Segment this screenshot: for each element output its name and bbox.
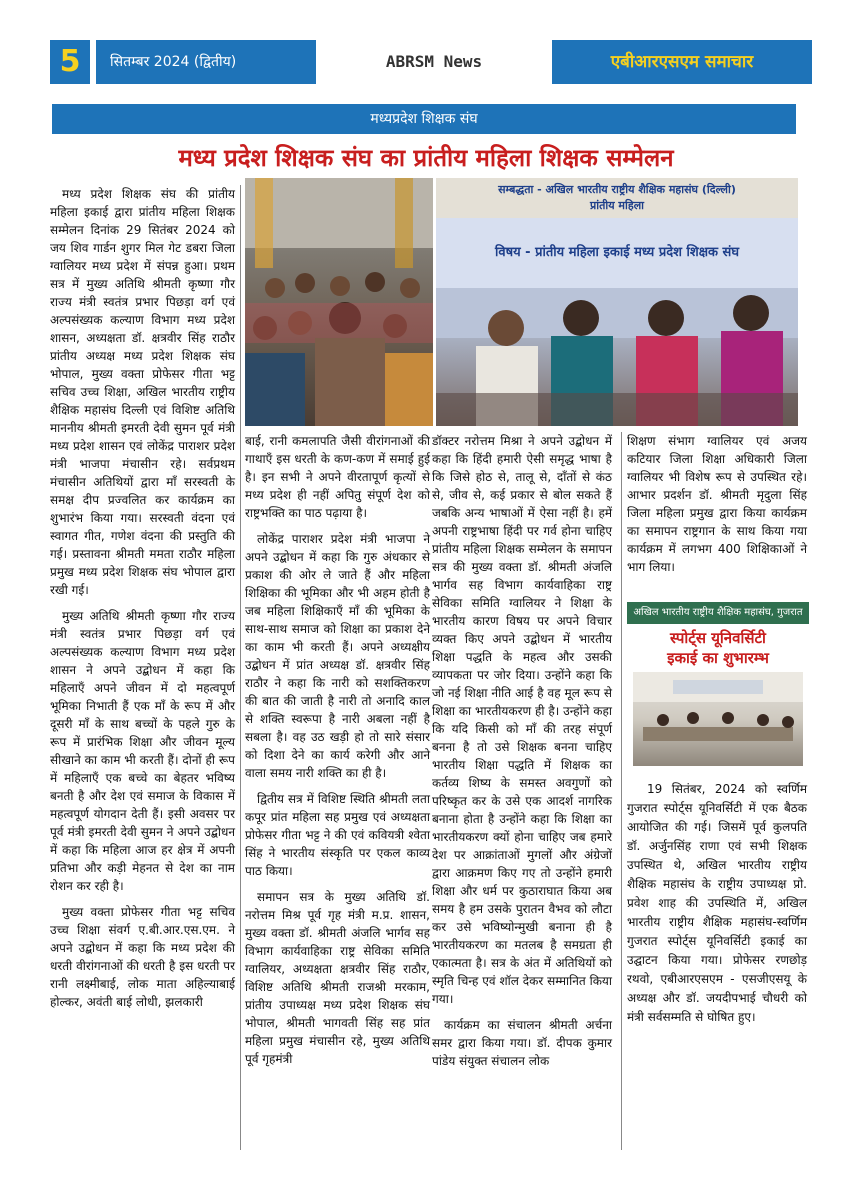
sidebar-organization: अखिल भारतीय राष्ट्रीय शैक्षिक महासंघ, गुजरात xyxy=(627,602,809,624)
paragraph: द्वितीय सत्र में विशिष्ट स्थिति श्रीमती लता कपूर प्रांत महिला सह प्रमुख एवं अध्यक्षता प्रोफेसर गीता भट्ट ने की एवं कवियत्री श्वेता सिंह ने भारतीय संस्कृति पर एकल काव्य पाठ किया। xyxy=(245,792,430,878)
sidebar-title-line2: इकाई का शुभारम्भ xyxy=(667,649,769,667)
page-header xyxy=(40,40,812,84)
article-column-4 xyxy=(627,432,807,584)
article-column-3 xyxy=(432,432,612,1078)
stage-banner-line2: प्रांतीय महिला xyxy=(589,199,644,212)
article-column-1 xyxy=(50,185,235,1019)
sidebar-title-line1: स्पोर्ट्स यूनिवर्सिटी xyxy=(670,629,766,647)
audience-photo xyxy=(245,178,433,426)
paragraph: शिक्षण संभाग ग्वालियर एवं अजय कटियार जिला शिक्षा अधिकारी जिला ग्वालियर भी विशेष रूप से उपस्थित रहे। आभार प्रदर्शन डॉ. श्रीमती मृदुला सिंह जिला महिला प्रमुख द्वारा किया कार्यक्रम का समापन राष्ट्रगान के साथ किया गया कार्यक्रम में लगभग 400 शिक्षिकाओं ने भाग लिया। xyxy=(627,434,807,574)
paragraph: मध्य प्रदेश शिक्षक संघ की प्रांतीय महिला इकाई द्वारा प्रांतीय महिला शिक्षक सम्मेलन दिनांक 29 सितंबर 2024 को जय शिव गार्डन शुगर मिल गेट डबरा जिला ग्वालियर मध्य प्रदेश में संपन्न हुआ। प्रथम सत्र में मुख्य अतिथि श्रीमती कृष्णा गौर राज्य मंत्री स्वतंत्र प्रभार पिछड़ा वर्ग एवं अल्पसंख्यक कल्याण विभाग मध्य प्रदेश शासन, अध्यक्षता डॉ. क्षत्रवीर सिंह राठौर प्रांतीय अध्यक्ष मध्य प्रदेश शिक्षक संघ भोपाल, मुख्य वक्ता प्रोफेसर गीता भट्ट सचिव उच्च शिक्षा, अखिल भारतीय राष्ट्रीय शैक्षिक महासंघ दिल्ली एवं विशिष्ट अतिथि माननीय श्रीमती इमरती देवी सुमन पूर्व मंत्री मध्य प्रदेश शासन एवं लोकेंद्र पाराशर प्रदेश मंत्री भाजपा मंचासीन रहे। सर्वप्रथम मंचासीन अतिथियों द्वारा माँ सरस्वती के समक्ष दीप प्रज्वलित कर कार्यक्रम का शुभारंभ किया गया। सरस्वती वंदना एवं स्वागत गीत, गणेश वंदना की प्रस्तुति की गई। प्रस्तावना श्रीमती ममता राठौर महिला प्रमुख मध्य प्रदेश शिक्षक संघ भोपाल द्वारा रखी गई। xyxy=(50,187,235,597)
paragraph: डॉक्टर नरोत्तम मिश्रा ने अपने उद्बोधन में कहा कि हिंदी हमारी ऐसी समृद्ध भाषा है कि जिसे होठ से, तालू से, दाँतों से कंठ से, जीव से, कई प्रकार से बोल सकते हैं जबकि अन्य भाषाओं में ऐसा नहीं है। हमें अपनी राष्ट्रभाषा हिंदी पर गर्व होना चाहिए प्रांतीय महिला शिक्षक सम्मेलन के समापन सत्र की मुख्य वक्ता डॉ. श्रीमती अंजलि भार्गव सह विभाग कार्यवाहिका राष्ट्र सेविका समिति ग्वालियर ने शिक्षा के भारतीय कारण विषय पर अपने विचार व्यक्त किए अपने उद्बोधन में भारतीय शिक्षा पद्धति के महत्व और उसकी व्यापकता पर जोर दिया। उन्होंने कहा कि जो नई शिक्षा नीति आई है वह मूल रूप से शिक्षा का भारतीयकरण ही है। उन्होंने कहा कि यदि किसी को माँ की तरह संपूर्ण बनना है तो उसे शिक्षक बनना चाहिए भारतीय शिक्षा पद्धति में शिक्षक का कर्तव्य शिष्य के समस्त अवगुणों को परिष्कृत कर के उसे एक आदर्श नागरिक बनाना होता है उन्होंने कहा कि शिक्षा का भारतीयकरण क्यों होना चाहिए जब हमारे देश पर आक्रांताओं मुगलों और अंग्रेजों द्वारा आक्रमण किए गए तो उन्होंने हमारी शिक्षा और धर्म पर कुठाराघात किया अब समय है हम उसके पुरातन वैभव को लौटा कर उसे भविष्योन्मुखी बनाना ही है भारतीयकरण का मतलब है समग्रता ही एकात्मता है। सत्र के अंत में अतिथियों को स्मृति चिन्ह एवं शॉल देकर सम्मानित किया गया। xyxy=(432,434,612,1006)
section-label: मध्यप्रदेश शिक्षक संघ xyxy=(52,104,796,134)
publication-name-hindi: एबीआरएसएम समाचार xyxy=(552,40,812,84)
stage-photo-art xyxy=(436,178,798,426)
column-divider xyxy=(621,432,622,1150)
audience-photo-art xyxy=(245,178,433,426)
paragraph: मुख्य वक्ता प्रोफेसर गीता भट्ट सचिव उच्च शिक्षा संवर्ग ए.बी.आर.एस.एम. ने अपने उद्बोधन में कहा कि मध्य प्रदेश की धरती वीरांगनाओं की धरती है इस धरती पर रानी लक्ष्मीबाई, लोक माता अहिल्याबाई होल्कर, अवंती बाई लोधी, झलकारी xyxy=(50,905,235,1009)
sidebar-title xyxy=(627,628,809,668)
stage-banner-line3: विषय - प्रांतीय महिला इकाई मध्य प्रदेश शिक्षक संघ xyxy=(495,245,739,260)
paragraph: समापन सत्र के मुख्य अतिथि डॉ. नरोत्तम मिश्र पूर्व गृह मंत्री म.प्र. शासन, मुख्य वक्ता डॉ. श्रीमती अंजलि भार्गव सह विभाग कार्यवाहिका राष्ट्र सेविका समिति ग्वालियर, अध्यक्षता क्षत्रवीर सिंह राठौर, विशिष्ट अतिथि श्रीमती राजश्री मरकाम, प्रांतीय उपाध्यक्ष मध्य प्रदेश शिक्षक संघ भोपाल, श्रीमती भागवती सिंह सह प्रांत महिला प्रमुख मंचासीन रहे, मुख्य अतिथि पूर्व गृहमंत्री xyxy=(245,890,430,1066)
sidebar-article xyxy=(627,780,807,1035)
publication-name: ABRSM News xyxy=(316,40,552,84)
sidebar-news-box xyxy=(627,602,809,768)
column-divider xyxy=(240,185,241,1150)
page-number: 5 xyxy=(50,40,90,84)
paragraph: बाई, रानी कमलापति जैसी वीरांगनाओं की गाथाएँ इस धरती के कण-कण में समाई हुई है। इन सभी ने अपने वीरतापूर्ण कृत्यों से मध्य प्रदेश ही नहीं अपितु संपूर्ण देश को राष्ट्रभक्ति का पाठ पढ़ाया है। xyxy=(245,434,430,520)
stage-photo xyxy=(436,178,798,426)
paragraph: मुख्य अतिथि श्रीमती कृष्णा गौर राज्य मंत्री स्वतंत्र प्रभार पिछड़ा वर्ग एवं अल्पसंख्यक कल्याण विभाग मध्य प्रदेश शासन ने अपने उद्बोधन में कहा कि महिलाएँ अपने जीवन में दो महत्वपूर्ण भूमिका निभाती हैं एक माँ के रूप में और दूसरी माँ के साथ बच्चों के पहले गुरु के रूप में प्रारंभिक शिक्षा और जीवन मूल्य सीखाने का काम भी करती हैं। दोनों ही रूप में महिलाएँ एक बच्चे का बेहतर भविष्य बनती है और देश एवं समाज के विकास में महत्वपूर्ण योगदान देती हैं। इसी अवसर पर पूर्व मंत्री इमरती देवी सुमन ने अपने उद्बोधन में कहा कि महिला आज हर क्षेत्र में अपनी प्रतिभा और कड़ी मेहनत से देश का नाम रोशन कर रही है। xyxy=(50,609,235,893)
paragraph: 19 सितंबर, 2024 को स्वर्णिम गुजरात स्पोर्ट्स यूनिवर्सिटी में एक बैठक आयोजित की गई। जिसमें पूर्व कुलपति डॉ. अर्जुनसिंह राणा एवं सभी शिक्षक उपस्थित थे, अखिल भारतीय राष्ट्रीय शैक्षिक महासंघ के राष्ट्रीय उपाध्यक्ष प्रो. प्रवेश शाह की उपस्थिति में, अखिल भारतीय राष्ट्रीय शैक्षिक महासंघ-स्वर्णिम गुजरात स्पोर्ट्स यूनिवर्सिटी इकाई का उद्घाटन किया गया। प्रोफेसर रणछोड़ रथवो, एबीआरएसएम - एसजीएसयू के अध्यक्ष और डॉ. जयदीपभाई चौधरी को मंत्री सर्वसम्मति से घोषित हुए। xyxy=(627,782,807,1024)
meeting-photo xyxy=(633,672,803,766)
paragraph: कार्यक्रम का संचालन श्रीमती अर्चना समर द्वारा किया गया। डॉ. दीपक कुमार पांडेय संयुक्त संचालन लोक xyxy=(432,1018,612,1068)
meeting-photo-art xyxy=(633,672,803,766)
stage-banner-line1: सम्बद्धता - अखिल भारतीय राष्ट्रीय शैक्षिक महासंघ (दिल्ली) xyxy=(498,183,736,196)
article-column-2 xyxy=(245,432,430,1076)
article-headline: मध्य प्रदेश शिक्षक संघ का प्रांतीय महिला शिक्षक सम्मेलन xyxy=(178,144,674,172)
issue-date: सितम्बर 2024 (द्वितीय) xyxy=(96,40,316,84)
paragraph: लोकेंद्र पाराशर प्रदेश मंत्री भाजपा ने अपने उद्बोधन में कहा कि गुरु अंधकार से प्रकाश की ओर ले जाते हैं और महिला शिक्षिका की भूमिका और भी अहम होती है जब महिला शिक्षिकाएँ माँ की भूमिका के साथ-साथ समाज को शिक्षा का प्रकाश देने का काम भी करती हैं। अपने अध्यक्षीय उद्बोधन में प्रांत अध्यक्ष डॉ. क्षत्रवीर सिंह राठौर ने कहा कि नारी को सशक्तिकरण की बात की जाती है नारी तो अनादि काल से शक्ति स्वरूपा है नारी अबला नहीं है सबला है। वह उठ खड़ी हो तो सारे संसार को दिशा देने का कार्य करेगी और आने वाला समय नारी शक्ति का ही है। xyxy=(245,532,430,780)
